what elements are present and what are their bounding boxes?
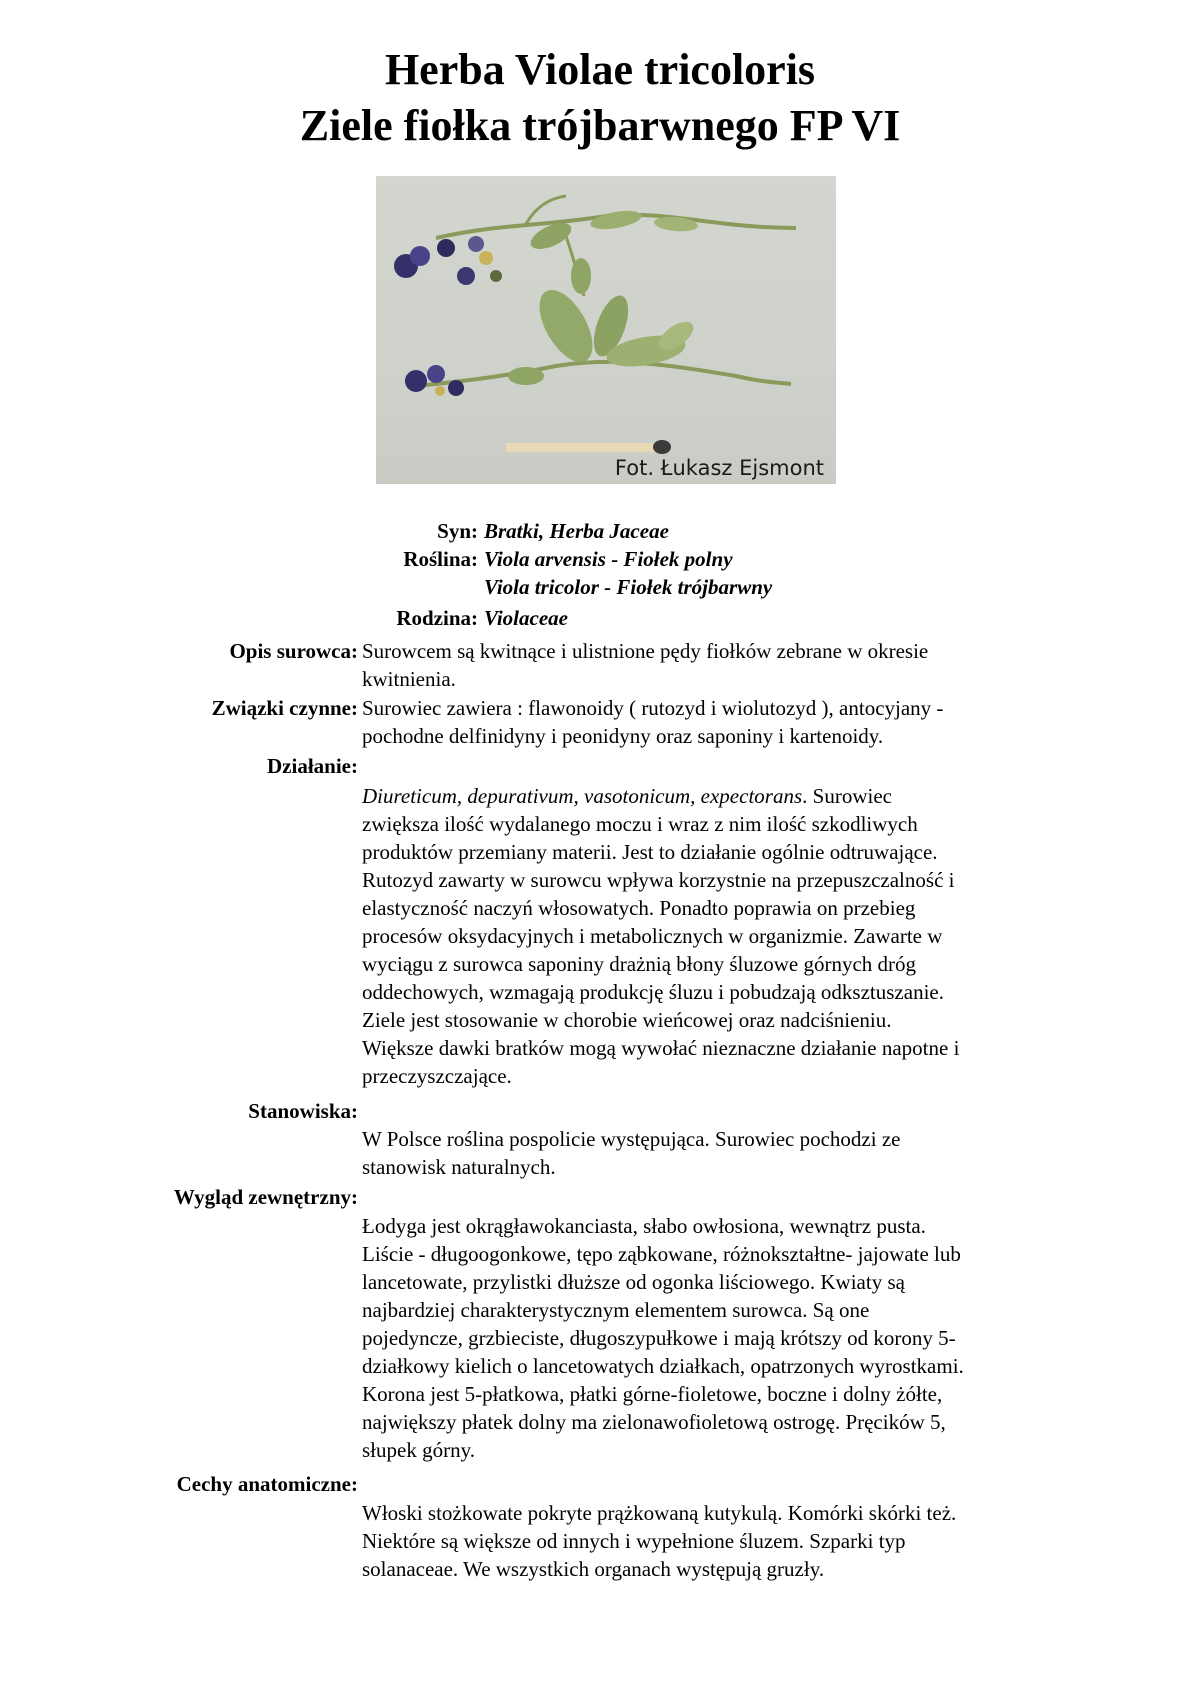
stanowiska-label: Stanowiska: (248, 1099, 358, 1123)
wyglad-text: Łodyga jest okrągławokanciasta, słabo owłosiona, wewnątrz pusta. Liście - długoogonkowe, tępo ząbkowane, różnokształtne- jajowate lub lancetowate, przylistki dłuższe od ogonka liściowego. Kwiaty są najbardziej charakterystycznym elementem surowca. Są one pojedyncze, grzbieciste, długoszypułkowe i mają krótszy od korony 5- działkowy kielich o lancetowatych działkach, opatrzonych wyrostkami. Korona jest 5-płatkowa, płatki górne-fioletowe, boczne i dolny żółte, największy płatek dolny ma zielonawofioletową ostrogę. Pręcików 5, słupek górny. (362, 1214, 964, 1462)
zwiazki-text: Surowiec zawiera : flawonoidy ( rutozyd i wiolutozyd ), antocyjany - pochodne delfinidyny i peonidyny oraz saponiny i kartenoidy. (362, 696, 944, 748)
opis-text: Surowcem są kwitnące i ulistnione pędy fiołków zebrane w okresie kwitnienia. (362, 639, 929, 691)
opis-label: Opis surowca: (229, 639, 358, 663)
dzialanie-text: Diureticum, depurativum, vasotonicum, expectorans. Surowiec zwiększa ilość wydalanego moczu i wraz z nim ilość szkodliwych produktów przemiany materii. Jest to działanie ogólnie odtruwające. Rutozyd zawarty w surowcu wpływa korzystnie na przepuszczalność i elastyczność naczyń włosowatych. Ponadto poprawia on przebieg procesów oksydacyjnych i metabolicznych w organizmie. Zawarte w wyciągu z surowca saponiny drażnią błony śluzowe górnych dróg oddechowych, wzmagają produkcję śluzu i pobudzają odksztuszanie. Ziele jest stosowanie w chorobie wieńcowej oraz nadciśnieniu. Większe dawki bratków mogą wywołać nieznaczne działanie napotne i przeczyszczające. (362, 784, 960, 1088)
dried-viola-plant-illustration (376, 176, 836, 484)
page-title: Herba Violae tricoloris (384, 45, 816, 94)
cechy-text: Włoski stożkowate pokryte prążkowaną kutykulą. Komórki skórki też. Niektóre są większe od innych i wypełnione śluzem. Szparki typ solanaceae. We wszystkich organach występują gruzły. (362, 1501, 957, 1581)
photo-credit: Fot. Łukasz Ejsmont (614, 456, 824, 480)
syn-value: Bratki, Herba Jaceae (484, 519, 669, 543)
roslina-value-2: Viola tricolor - Fiołek trójbarwny (484, 575, 773, 599)
roslina-label: Roślina: (403, 547, 478, 571)
stanowiska-text: W Polsce roślina pospolicie występująca. Surowiec pochodzi ze stanowisk naturalnych. (362, 1127, 901, 1179)
zwiazki-label: Związki czynne: (211, 696, 358, 720)
syn-label: Syn: (437, 519, 478, 543)
wyglad-label: Wygląd zewnętrzny: (173, 1185, 358, 1209)
herb-photo (376, 176, 836, 484)
rodzina-value: Violaceae (484, 606, 568, 630)
cechy-label: Cechy anatomiczne: (176, 1472, 358, 1496)
dzialanie-label: Działanie: (267, 754, 358, 778)
rodzina-label: Rodzina: (396, 606, 478, 630)
roslina-value-1: Viola arvensis - Fiołek polny (484, 547, 733, 571)
dzialanie-latin-terms: Diureticum, depurativum, vasotonicum, expectorans (362, 784, 803, 808)
page-subtitle: Ziele fiołka trójbarwnego FP VI (299, 101, 901, 150)
